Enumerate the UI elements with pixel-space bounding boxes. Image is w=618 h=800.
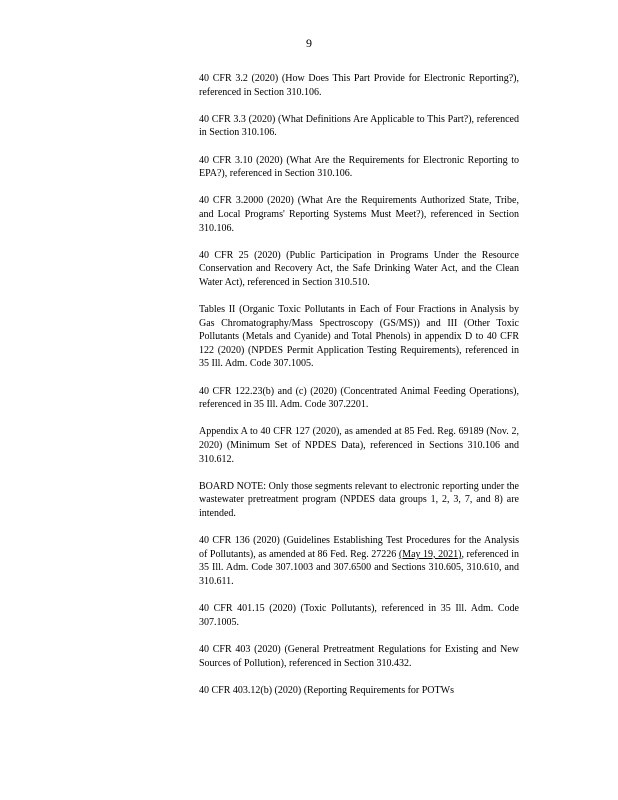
reference-entry: Tables II (Organic Toxic Pollutants in Each of Four Fractions in Analysis by Gas Chromatography/Mass Spectroscopy (GS/MS)) and III (Other Toxic Pollutants (Metals and Cyanide) and Total Phenols) in appendix D to 40 CFR 122 (2020) (NPDES Permit Application Testing Requirements), referenced in 35 Ill. Adm. Code 307.1005. [199,304,519,370]
reference-entry: Appendix A to 40 CFR 127 (2020), as amended at 85 Fed. Reg. 69189 (Nov. 2, 2020) (Minimum Set of NPDES Data), referenced in Sections 310.106 and 310.612. [199,426,519,465]
page-number: 9 [306,36,312,50]
reference-entry: 40 CFR 403 (2020) (General Pretreatment Regulations for Existing and New Sources of Pollution), referenced in Section 310.432. [199,643,519,669]
reference-entry: 40 CFR 401.15 (2020) (Toxic Pollutants), referenced in 35 Ill. Adm. Code 307.1005. [199,603,519,628]
reference-entry: 40 CFR 3.2 (2020) (How Does This Part Provide for Electronic Reporting?), referenced in Section 310.106. [199,73,519,98]
board-note: BOARD NOTE: Only those segments relevant to electronic reporting under the wastewater pretreatment program (NPDES data groups 1, 2, 3, 7, and 8) are intended. [199,480,519,519]
document-body [199,72,519,697]
reference-entry-text: 40 CFR 136 (2020) (Guidelines Establishing Test Procedures for the Analysis of Pollutants), as amended at 86 Fed. Reg. 27226 [199,535,519,560]
reference-entry: 40 CFR 122.23(b) and (c) (2020) (Concentrated Animal Feeding Operations), referenced in 35 Ill. Adm. Code 307.2201. [199,385,519,411]
reference-entry: 40 CFR 3.2000 (2020) (What Are the Requirements Authorized State, Tribe, and Local Programs' Reporting Systems Must Meet?), referenced in Section 310.106. [199,195,519,234]
reference-entry [199,534,519,588]
reference-entry: 40 CFR 25 (2020) (Public Participation in Programs Under the Resource Conservation and Recovery Act, the Safe Drinking Water Act, and the Clean Water Act), referenced in Section 310.510. [199,249,519,288]
reference-entry: 40 CFR 3.10 (2020) (What Are the Requirements for Electronic Reporting to EPA?), referenced in Section 310.106. [199,154,519,180]
reference-entry: 40 CFR 403.12(b) (2020) (Reporting Requirements for POTWs [199,684,454,696]
reference-entry-text: , referenced in 35 Ill. Adm. Code 307.1003 and 307.6500 and Sections 310.605, 310.610, and 310.611. [199,548,519,587]
amended-date-underlined: (May 19, 2021) [398,548,462,560]
reference-entry: 40 CFR 3.3 (2020) (What Definitions Are Applicable to This Part?), referenced in Section 310.106. [199,113,519,139]
